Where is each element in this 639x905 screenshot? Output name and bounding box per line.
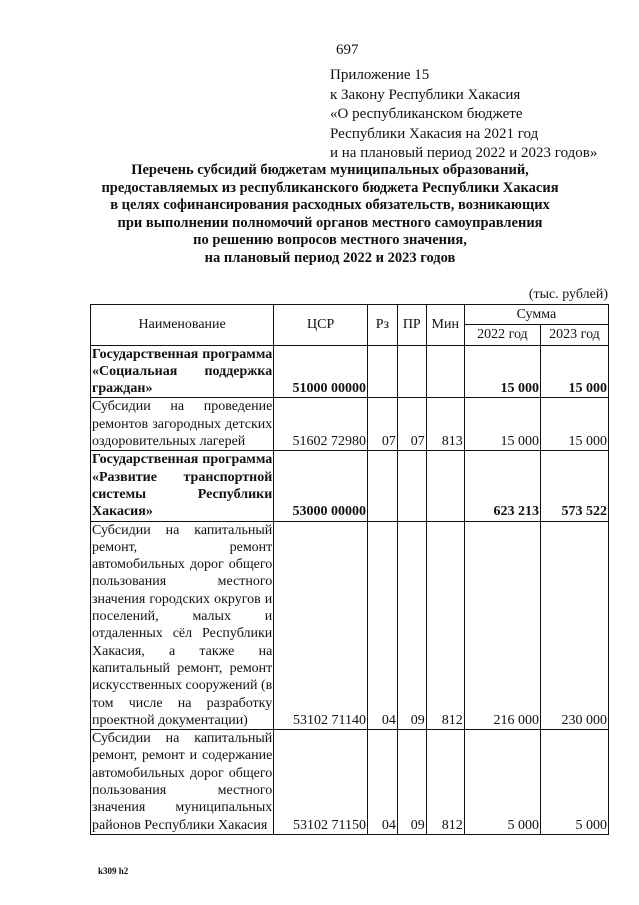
cell-pr: 09 [397,521,426,730]
header-rz: Рз [368,305,398,346]
cell-rz: 04 [368,521,398,730]
cell-min [426,345,464,398]
table-row [91,521,609,730]
cell-rz [368,451,398,521]
table-row [91,451,609,521]
cell-2022: 15 000 [464,398,540,451]
cell-name: Субсидии на капитальный ремонт, ремонт автомобильных дорог общего пользования местного значения городских округов и поселений, малых и отдаленных сёл Республики Хакасия, а также на капитальный ремонт, ремонт искусственных сооружений (в том числе на разработку проектной документации) [92,522,273,728]
cell-2023: 5 000 [540,730,608,835]
document-title [70,162,590,267]
appendix-reference [330,66,597,164]
header-2023: 2023 год [540,325,608,345]
appendix-line: Республики Хакасия на 2021 год [330,125,539,142]
cell-pr [397,345,426,398]
units-label: (тыс. рублей) [528,287,608,302]
cell-pr: 09 [397,730,426,835]
cell-min: 812 [426,521,464,730]
appendix-line: к Закону Республики Хакасия [330,86,521,103]
header-sum: Сумма [464,305,608,325]
footer-code: k309 h2 [98,866,129,876]
cell-pr [397,451,426,521]
appendix-line: Приложение 15 [330,67,430,83]
cell-2022: 15 000 [464,345,540,398]
header-min: Мин [426,305,464,346]
cell-name: Государственная программа «Развитие транспортной системы Республики Хакасия» [92,452,273,520]
title-line: по решению вопросов местного значения, [193,232,467,248]
table-row [91,398,609,451]
cell-name: Субсидии на капитальный ремонт, ремонт и содержание автомобильных дорог общего пользования местного значения муниципальных районов Республики Хакасия [92,731,273,833]
appendix-line: и на плановый период 2022 и 2023 годов» [330,145,598,161]
cell-csr: 53102 71140 [274,521,368,730]
cell-name: Государственная программа «Социальная поддержка граждан» [92,346,273,397]
cell-csr: 53000 00000 [274,451,368,521]
title-line: Перечень субсидий бюджетам муниципальных образований, [131,162,529,178]
cell-csr: 51000 00000 [274,345,368,398]
cell-2023: 15 000 [540,345,608,398]
header-pr: ПР [397,305,426,346]
cell-min [426,451,464,521]
cell-pr: 07 [397,398,426,451]
title-line: на плановый период 2022 и 2023 годов [204,249,456,266]
cell-2023: 15 000 [540,398,608,451]
table-row [91,345,609,398]
cell-2023: 230 000 [540,521,608,730]
table-row [91,730,609,835]
page-number: 697 [336,42,359,58]
cell-csr: 53102 71150 [274,730,368,835]
cell-2022: 216 000 [464,521,540,730]
title-line: при выполнении полномочий органов местного самоуправления [117,214,543,231]
header-name: Наименование [91,305,274,346]
title-line: в целях софинансирования расходных обязательств, возникающих [110,197,550,213]
cell-2022: 5 000 [464,730,540,835]
header-2022: 2022 год [464,325,540,345]
cell-name: Субсидии на проведение ремонтов загородных детских оздоровительных лагерей [92,399,273,450]
appendix-line: «О республиканском бюджете [330,106,523,122]
cell-min: 813 [426,398,464,451]
cell-min: 812 [426,730,464,835]
title-line: предоставляемых из республиканского бюджета Республики Хакасия [101,179,559,196]
cell-rz [368,345,398,398]
cell-rz: 07 [368,398,398,451]
cell-2023: 573 522 [540,451,608,521]
cell-2022: 623 213 [464,451,540,521]
cell-csr: 51602 72980 [274,398,368,451]
header-csr: ЦСР [274,305,368,346]
cell-rz: 04 [368,730,398,835]
subsidies-table [90,304,609,835]
